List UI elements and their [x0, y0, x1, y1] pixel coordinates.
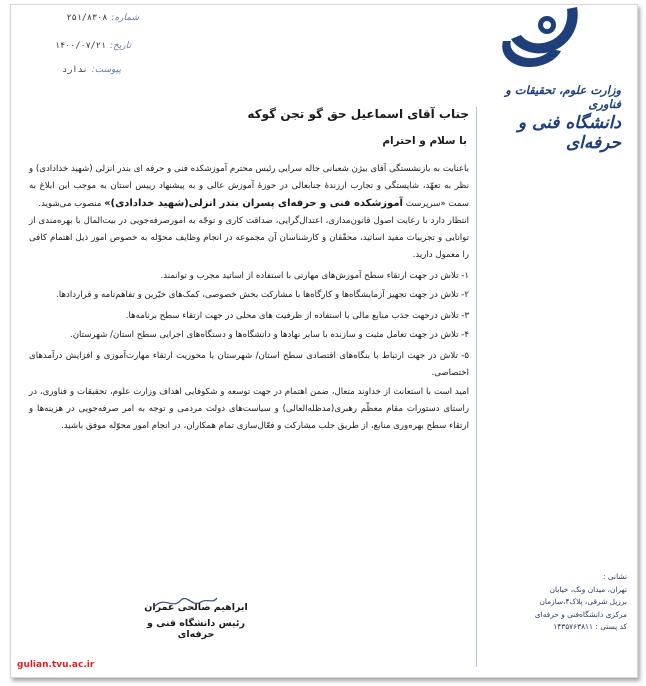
letter-number-value: ۲۵۱/۸۳۰۸	[66, 13, 108, 23]
university-name: دانشگاه فنی و حرفه‌ای	[517, 113, 621, 153]
address-line-1: تهران، میدان ونک، خیابان	[549, 584, 627, 594]
intro-end-text: منصوب می‌شوید.	[38, 199, 105, 209]
duty-item-5: ۵- تلاش در جهت ارتباط با بنگاه‌های اقتصادی سطح استان/ شهرستان با محوریت ارتقاء مهارت‌آموزی و افزایش درآمدهای اختصاصی.	[29, 351, 469, 378]
address-block	[477, 571, 627, 634]
letter-attachment-row	[29, 65, 121, 87]
postal-code-row	[477, 621, 627, 634]
university-logo-icon	[495, 5, 591, 69]
address-label: نشانی :	[603, 572, 627, 581]
letter-date-label: تاریخ:	[110, 41, 131, 51]
duty-item-3: ۳- تلاش درجهت جذب منابع مالی با استفاده از ظرفیت های محلی در جهت ارتقاء سطح برنامه‌ها.	[125, 311, 469, 321]
letter-meta	[29, 13, 179, 87]
signature-block	[131, 602, 261, 640]
signer-name: ابراهیم صالحی عمران	[144, 602, 248, 613]
greeting: با سلام و احترام	[382, 135, 467, 147]
duty-item-4: ۴- تلاش در جهت تعامل مثبت و سازنده با سایر نهادها و دانشگاه‌ها و دستگاه‌های اجرایی سطح استان/ شهرستان.	[69, 330, 469, 340]
duty-item-1: ۱- تلاش در جهت ارتقاء سطح آموزش‌های مهارتی با استفاده از اساتید مجرب و توانمند.	[160, 271, 469, 281]
expectation-paragraph: انتظار دارد با رعایت اصول قانون‌مداری، اعتدال‌گرایی، صداقت کاری و توجّه به امورصرفه‌جویی در بیت‌المال با بهره‌مندی از توانایی و تجربیات مفید اساتید، محقّقان و کارشناسان آن مجموعه در انجام وظایف محوّله به خصوص امور ذیل اهتمام کافی را معمول دارید.	[29, 216, 469, 260]
letter-number-row	[29, 13, 139, 35]
letter-page	[10, 4, 638, 678]
ministry-name: وزارت علوم، تحقیقات و فناوری	[505, 83, 621, 111]
letter-number-label: شماره:	[111, 13, 139, 23]
closing-paragraph: امید است با استعانت از خداوند متعال، ضمن اهتمام در جهت توسعه و شکوفایی اهداف وزارت علوم، تحقیقات و فناوری، در راستای دستورات مقام معظّم رهبری(مدظله‌العالی) و سیاست‌های دولت مردمی و توجه به امر صرفه‌جویی در هزینه‌ها و ارتقاء سطح بهره‌وری منابع، از طریق جلب مشارکت و فعّال‌سازی تمام همکاران، در انجام امور محوّله موفق باشید.	[29, 387, 469, 431]
intro-text: باعنایت به بازنشستگی آقای بیژن شعبانی جاله سرایی رئیس محترم آموزشکده فنی و حرفه ای بندر انزلی (شهید خدادادی) و نظر به تعهّد، شایستگی و تجارب ارزندۀ جنابعالی در حوزۀ آموزش عالی و به پیشنهاد رییس استان به موجب این ابلاغ به سمت «سرپرست	[29, 164, 469, 209]
duty-item-2: ۲- تلاش در جهت تجهیز آزمایشگاه‌ها و کارگاه‌ها با مشارکت بخش خصوصی، کمک‌های خیّرین و تفاهم‌نامه و قراردادها.	[56, 290, 469, 300]
post-title: آموزشکده فنی و حرفه‌ای پسران بندر انزلی(شهید خدادادی)»	[104, 198, 403, 209]
letter-body	[29, 107, 469, 435]
letter-attachment-label: پیوست:	[91, 65, 121, 75]
address-line-2: برزیل شرقی، پلاک۴،سازمان	[539, 597, 627, 606]
letter-text	[29, 161, 469, 435]
handwritten-signature	[151, 592, 221, 612]
addressee: جناب آقای اسماعیل حق گو تجن گوکه	[247, 107, 469, 121]
intro-paragraph	[29, 161, 469, 213]
letter-attachment-value: ندارد	[62, 65, 88, 75]
letter-date-row	[29, 41, 131, 63]
postal-code-value: ۱۴۳۵۷۶۳۸۱۱	[553, 622, 593, 631]
postal-code-label: کد پستی :	[595, 622, 627, 631]
site-watermark: gulian.tvu.ac.ir	[11, 657, 100, 673]
signer-title: رئیس دانشگاه فنی و حرفه‌ای	[147, 618, 245, 640]
address-line-3: مرکزی دانشگاه‌فنی و حرفه‌ای	[534, 609, 627, 619]
organization-name	[471, 83, 621, 153]
letter-date-value: ۱۴۰۰/۰۷/۲۱	[54, 41, 107, 51]
